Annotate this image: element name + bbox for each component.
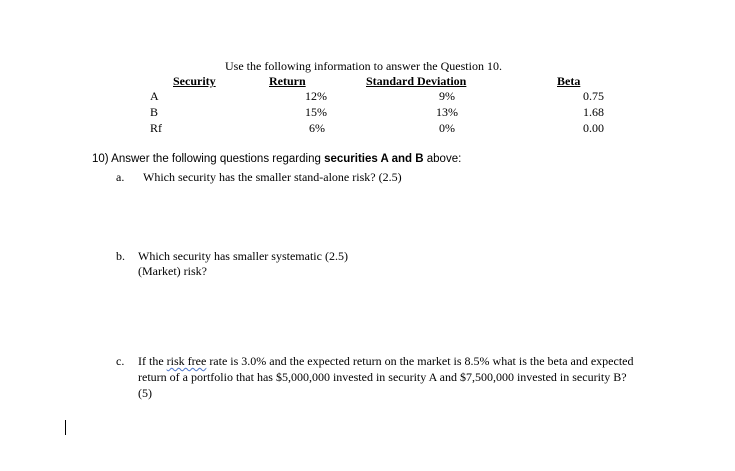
- row-b-security: B: [150, 105, 159, 119]
- row-a-return: 12%: [305, 89, 327, 103]
- header-std-dev: Standard Deviation: [366, 74, 467, 88]
- part-c-marker: c.: [116, 354, 125, 368]
- question-prefix: 10) Answer the following questions regarding: [92, 153, 325, 165]
- header-return: Return: [269, 74, 306, 88]
- row-rf-security: Rf: [150, 121, 162, 135]
- part-a-marker: a.: [116, 170, 125, 184]
- part-b-line2: (Market) risk?: [138, 264, 207, 278]
- row-a-beta: 0.75: [583, 89, 604, 103]
- intro-text: Use the following information to answer the Question 10.: [225, 59, 502, 73]
- row-b-return: 15%: [305, 105, 327, 119]
- header-security: Security: [173, 74, 216, 88]
- part-b-marker: b.: [116, 249, 125, 263]
- row-rf-beta: 0.00: [583, 121, 604, 135]
- text-cursor: [65, 420, 66, 435]
- row-rf-return: 6%: [309, 121, 325, 135]
- part-c-line1-post: rate is 3.0% and the expected return on the market is 8.5% what is the beta and expected: [206, 354, 634, 368]
- row-b-std-dev: 13%: [436, 105, 458, 119]
- question-10: [92, 152, 461, 166]
- header-beta: Beta: [557, 74, 581, 88]
- part-b-line1: Which security has smaller systematic (2.5): [138, 249, 348, 263]
- question-suffix: above:: [423, 153, 462, 165]
- risk-free-spellcheck[interactable]: risk free: [166, 354, 207, 368]
- row-b-beta: 1.68: [583, 105, 604, 119]
- row-a-std-dev: 9%: [439, 89, 455, 103]
- row-rf-std-dev: 0%: [439, 121, 455, 135]
- row-a-security: A: [150, 89, 159, 103]
- part-c-line2: return of a portfolio that has $5,000,000 invested in security A and $7,500,000 invested in security B?: [138, 370, 627, 384]
- part-c-line3: (5): [138, 386, 152, 400]
- part-a-text: Which security has the smaller stand-alone risk? (2.5): [143, 170, 402, 184]
- part-c-line1-pre: If the: [138, 354, 167, 368]
- question-bold: securities A and B: [324, 153, 424, 165]
- part-c-line1: [138, 354, 634, 368]
